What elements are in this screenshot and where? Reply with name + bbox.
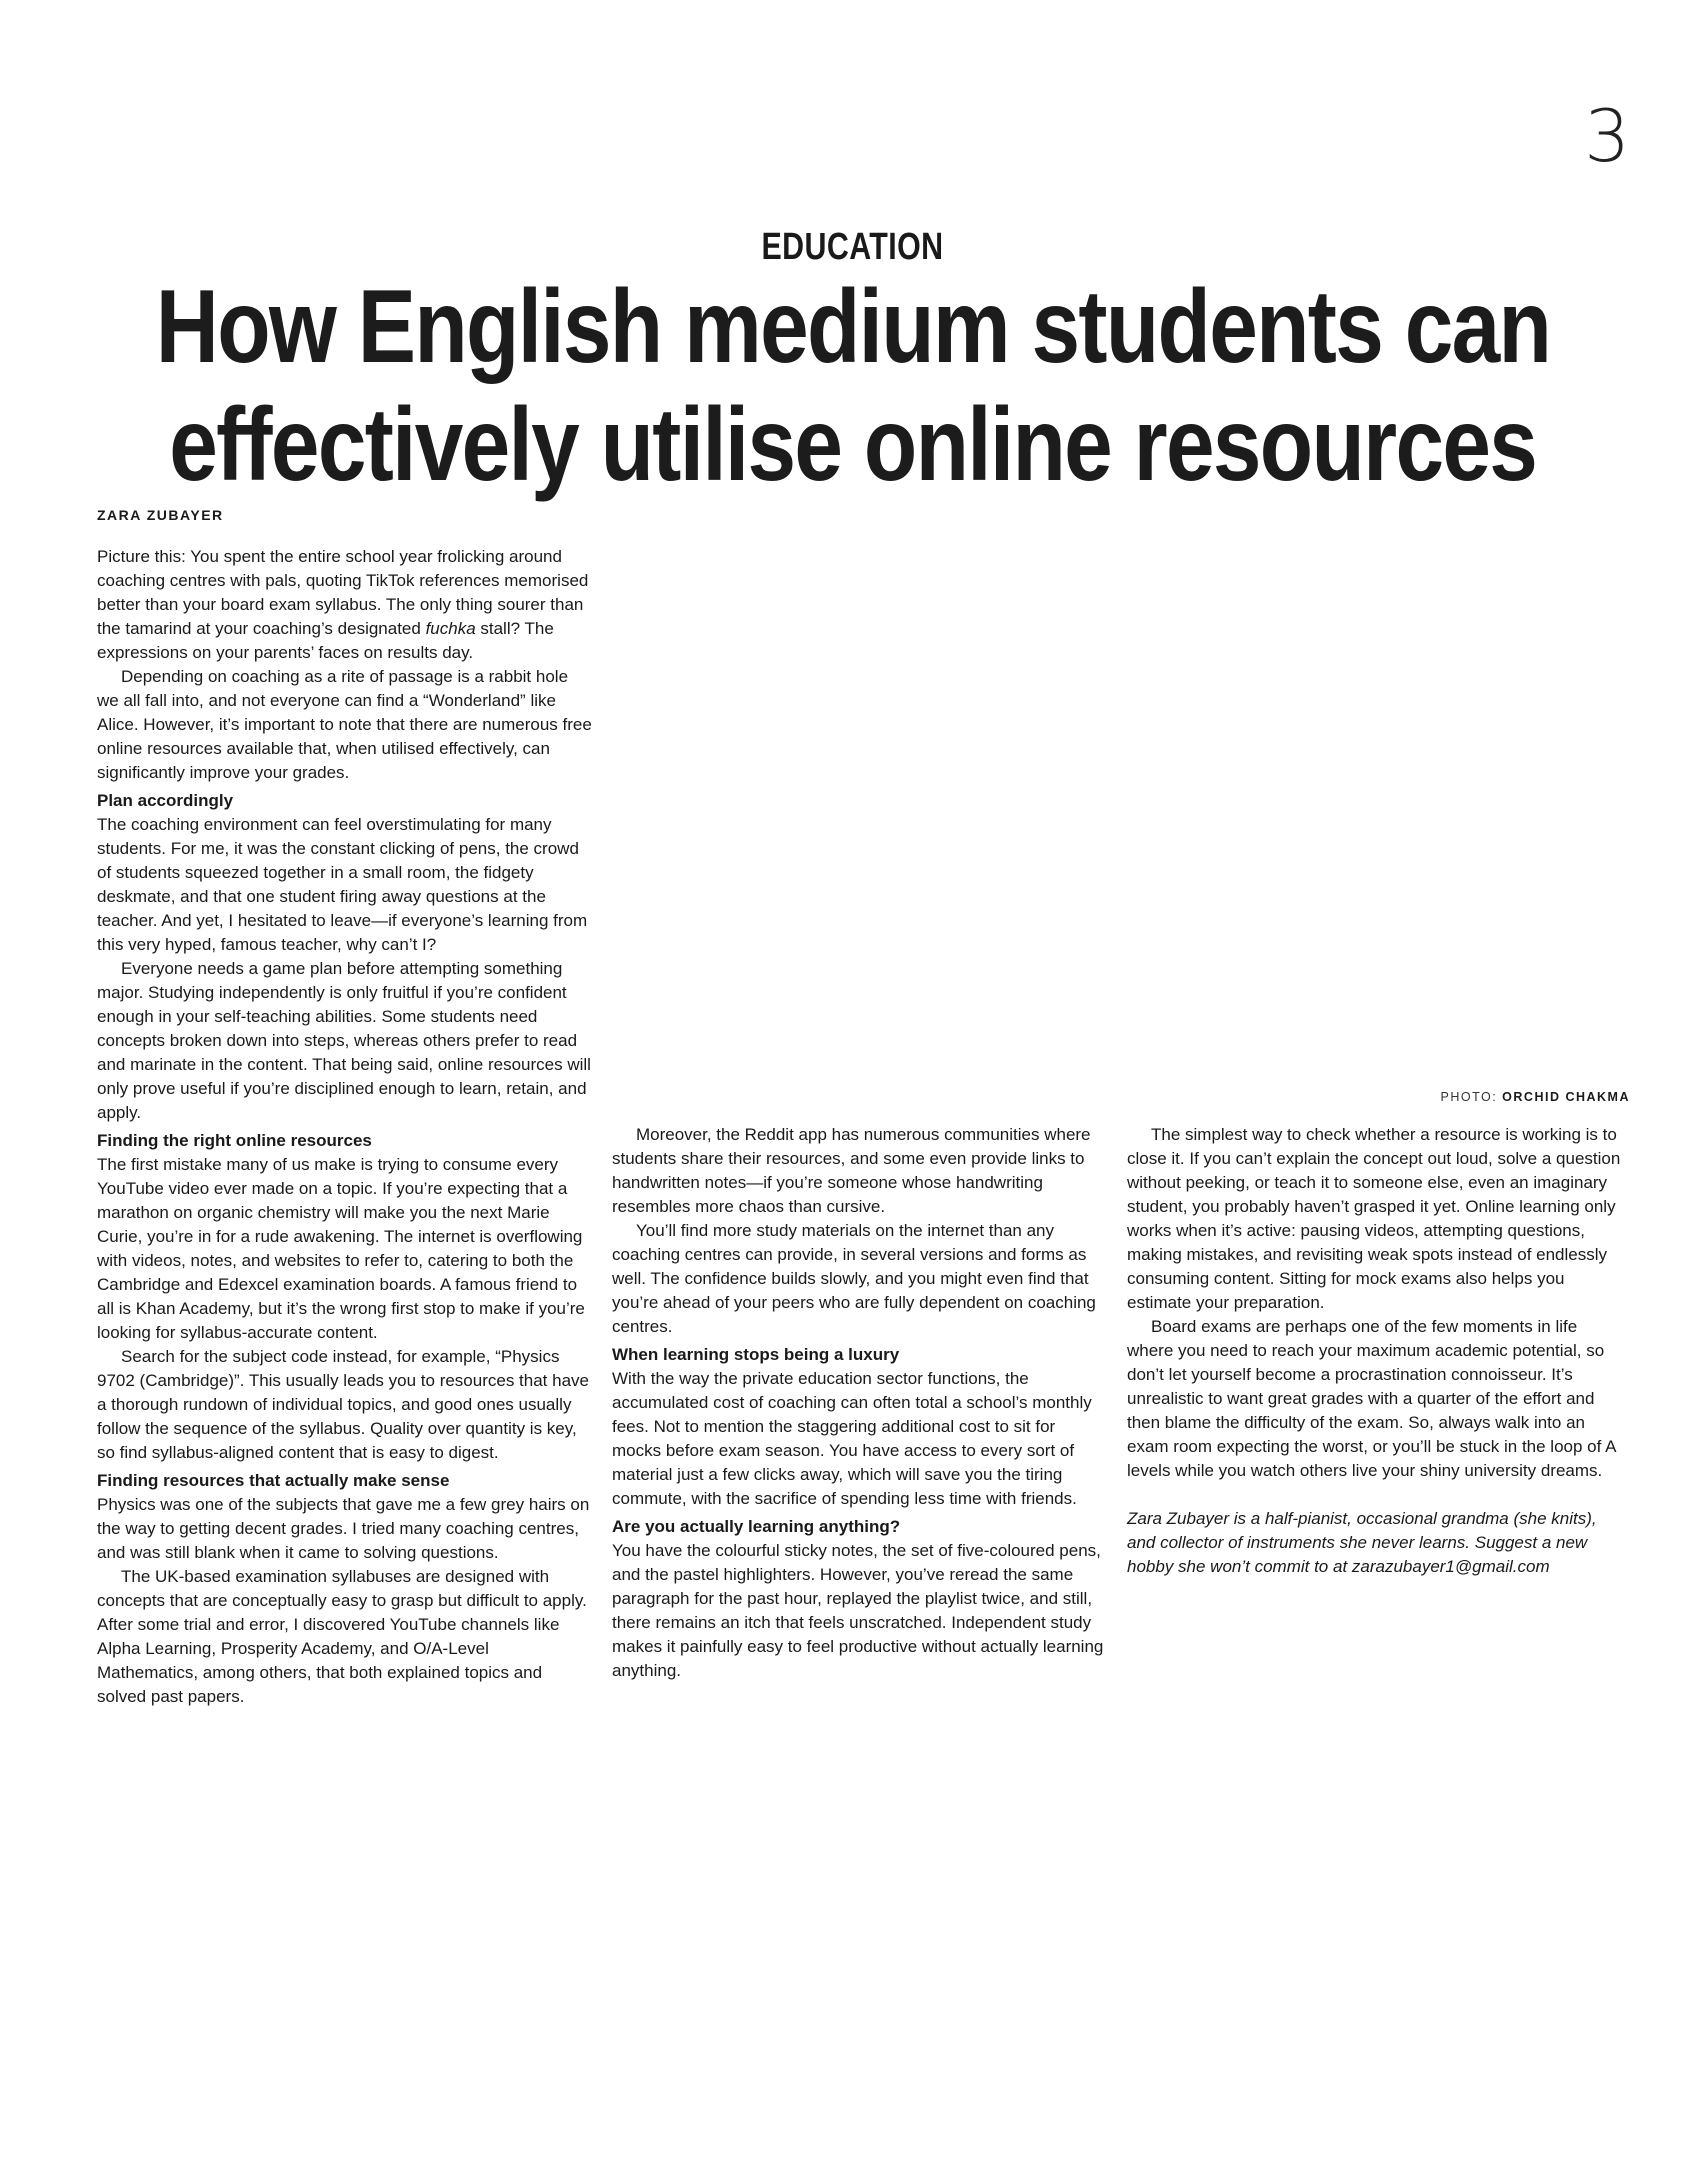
photo-credit-name: ORCHID CHAKMA xyxy=(1502,1090,1630,1104)
photo-credit-label: PHOTO: xyxy=(1440,1090,1498,1104)
page-number: 3 xyxy=(1584,94,1630,178)
emphasis: fuchka xyxy=(425,619,476,638)
paragraph: The simplest way to check whether a resource is working is to close it. If you can’t explain the concept out loud, solve a question without peeking, or teach it to someone else, even an imaginary student, you probably haven’t grasped it yet. Online learning only works when it’s active: pausing videos, attempting questions, making mistakes, and revisiting weak spots instead of endlessly consuming content. Sitting for mock exams also helps you estimate your preparation. xyxy=(1127,1125,1621,1312)
paragraph: The first mistake many of us make is trying to consume every YouTube video ever made on a topic. If you’re expecting that a marathon on organic chemistry will make you the next Marie Curie, you’re in for a rude awakening. The internet is overflowing with videos, notes, and websites to refer to, catering to both the Cambridge and Edexcel examination boards. A famous friend to all is Khan Academy, but it’s the wrong first stop to make if you’re looking for syllabus-accurate content. xyxy=(97,1155,585,1342)
paragraph-text: stall? The expressions on your parents’ faces on results day. xyxy=(97,619,554,662)
paragraph: You’ll find more study materials on the internet than any coaching centres can provide, in several versions and forms as well. The confidence builds slowly, and you might even find that you’re ahead of your peers who are fully dependent on coaching centres. xyxy=(612,1221,1096,1336)
section-label: EDUCATION xyxy=(761,226,944,268)
paragraph: You have the colourful sticky notes, the set of five-coloured pens, and the pastel highlighters. However, you’ve reread the same paragraph for the past hour, replayed the playlist twice, and still, there remains an itch that feels unscratched. Independent study makes it painfully easy to feel productive without actually learning anything. xyxy=(612,1541,1104,1680)
paragraph: The UK-based examination syllabuses are designed with concepts that are conceptually easy to grasp but difficult to apply. After some trial and error, I discovered YouTube channels like Alpha Learning, Prosperity Academy, and O/A-Level Mathematics, among others, that both explained topics and solved past papers. xyxy=(97,1567,587,1706)
subheading: When learning stops being a luxury xyxy=(612,1345,900,1364)
paragraph: Everyone needs a game plan before attempting something major. Studying independently is only fruitful if you’re confident enough in your self-teaching abilities. Some students need concepts broken down into steps, whereas others prefer to read and marinate in the content. That being said, online resources will only prove useful if you’re disciplined enough to learn, retain, and apply. xyxy=(97,959,591,1122)
paragraph: Depending on coaching as a rite of passage is a rabbit hole we all fall into, and not everyone can find a “Wonderland” like Alice. However, it’s important to note that there are numerous free online resources available that, when utilised effectively, can significantly improve your grades. xyxy=(97,667,592,782)
subheading: Finding the right online resources xyxy=(97,1131,372,1150)
paragraph-text: Picture this: You spent the entire school year frolicking around coaching centres with pals, quoting TikTok references memorised better than your board exam syllabus. The only thing sourer than the tamarind at your coaching’s designated xyxy=(97,547,589,638)
photo-placeholder xyxy=(612,505,1612,1090)
subheading: Finding resources that actually make sense xyxy=(97,1471,450,1490)
article-column-3 xyxy=(1127,1123,1627,1579)
headline xyxy=(0,268,1705,504)
paragraph: Moreover, the Reddit app has numerous communities where students share their resources, and some even provide links to handwritten notes—if you’re someone whose handwriting resembles more chaos than cursive. xyxy=(612,1125,1091,1216)
paragraph: Physics was one of the subjects that gave me a few grey hairs on the way to getting decent grades. I tried many coaching centres, and was still blank when it came to solving questions. xyxy=(97,1495,590,1562)
paragraph xyxy=(97,545,592,665)
paragraph: Board exams are perhaps one of the few moments in life where you need to reach your maximum academic potential, so don’t let yourself become a procrastination connoisseur. It’s unrealistic to want great grades with a quarter of the effort and then blame the difficulty of the exam. So, always walk into an exam room expecting the worst, or you’ll be stuck in the loop of A levels while you watch others live your shiny university dreams. xyxy=(1127,1317,1616,1480)
photo-credit xyxy=(1440,1090,1630,1104)
article-column-1 xyxy=(97,545,592,1709)
headline-line-1: How English medium students can xyxy=(155,269,1550,385)
subheading: Plan accordingly xyxy=(97,791,234,810)
paragraph: Search for the subject code instead, for example, “Physics 9702 (Cambridge)”. This usually leads you to resources that have a thorough rundown of individual topics, and good ones usually follow the sequence of the syllabus. Quality over quantity is key, so find syllabus-aligned content that is easy to digest. xyxy=(97,1347,589,1462)
article-column-2 xyxy=(612,1123,1107,1683)
paragraph: The coaching environment can feel overstimulating for many students. For me, it was the constant clicking of pens, the crowd of students squeezed together in a small room, the fidgety deskmate, and that one student firing away questions at the teacher. And yet, I hesitated to leave—if everyone’s learning from this very hyped, famous teacher, why can’t I? xyxy=(97,815,588,954)
headline-line-2: effectively utilise online resources xyxy=(169,387,1536,503)
author-bio: Zara Zubayer is a half-pianist, occasional grandma (she knits), and collector of instruments she never learns. Suggest a new hobby she won’t commit to at zarazubayer1@gmail.com xyxy=(1127,1509,1597,1576)
byline: ZARA ZUBAYER xyxy=(97,507,224,523)
subheading: Are you actually learning anything? xyxy=(612,1517,901,1536)
paragraph: With the way the private education sector functions, the accumulated cost of coaching can often total a school’s monthly fees. Not to mention the staggering additional cost to sit for mocks before exam season. You have access to every sort of material just a few clicks away, which will save you the tiring commute, with the sacrifice of spending less time with friends. xyxy=(612,1369,1092,1508)
